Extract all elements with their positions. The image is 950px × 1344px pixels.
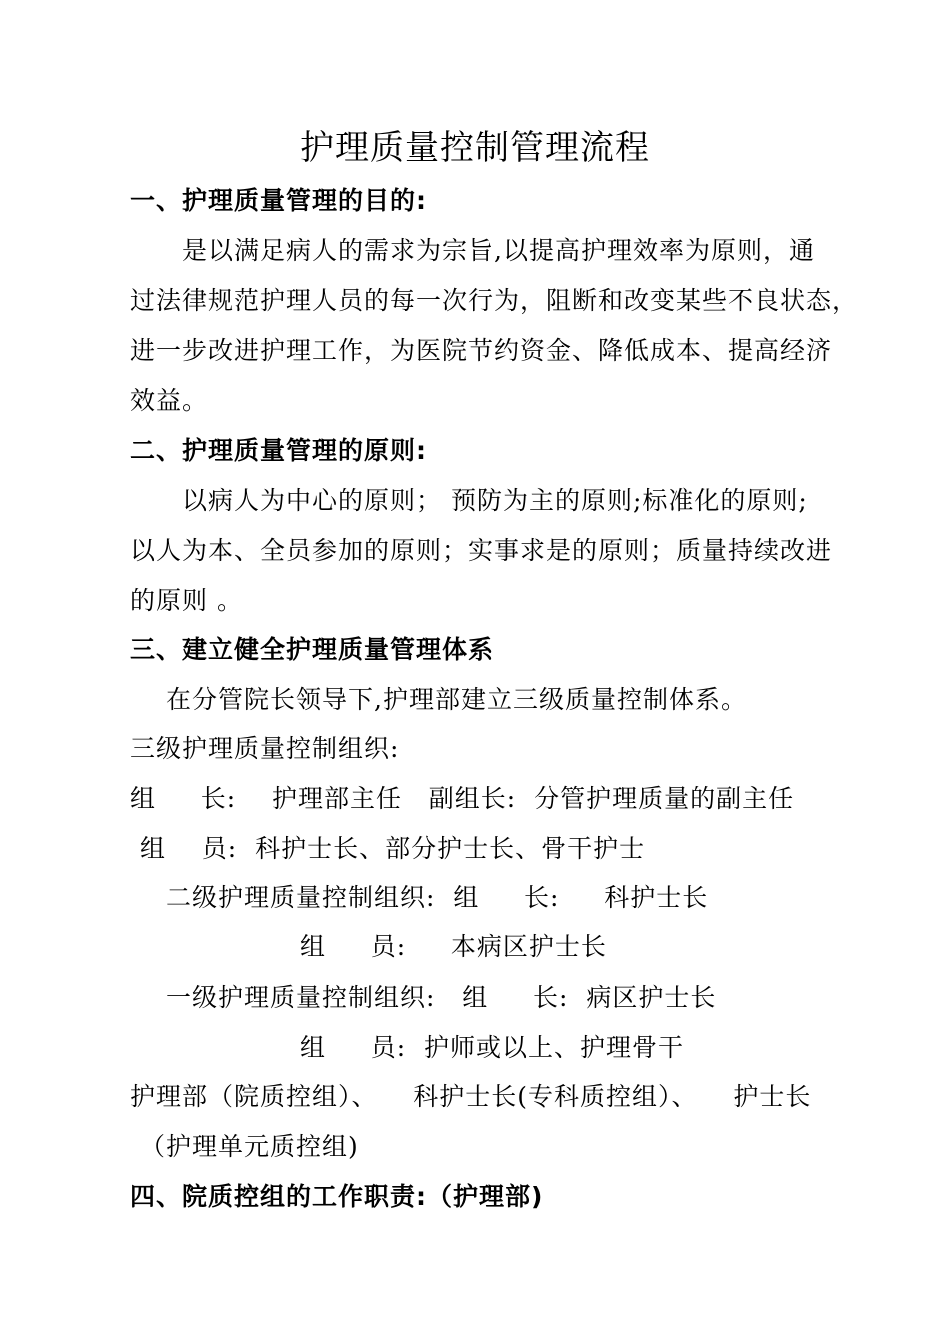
section-heading-principles: 二、护理质量管理的原则: xyxy=(130,436,427,465)
level3-member-line: 组 员: 科护士长、部分护士长、骨干护士 xyxy=(140,834,646,863)
paragraph-line: 以人为本、全员参加的原则；实事求是的原则；质量持续改进 xyxy=(130,536,833,565)
level2-member-line: 组 员: 本病区护士长 xyxy=(300,932,607,961)
level2-leader-line: 二级护理质量控制组织: 组 长: 科护士长 xyxy=(166,883,709,912)
paragraph-line: 效益。 xyxy=(130,386,209,415)
level1-leader-line: 一级护理质量控制组织: 组 长: 病区护士长 xyxy=(166,983,717,1012)
paragraph-line: 以病人为中心的原则； 预防为主的原则;标准化的原则; xyxy=(182,486,808,515)
paragraph-line: 过法律规范护理人员的每一次行为，阻断和改变某些不良状态， xyxy=(130,286,859,315)
level3-leader-line: 组 长: 护理部主任 副组长: 分管护理质量的副主任 xyxy=(130,784,795,813)
level1-member-line: 组 员: 护师或以上、护理骨干 xyxy=(300,1033,685,1062)
section-heading-purpose: 一、护理质量管理的目的: xyxy=(130,186,427,215)
section-heading-duties: 四、院质控组的工作职责:（护理部) xyxy=(130,1182,544,1211)
document-title: 护理质量控制管理流程 xyxy=(300,128,650,168)
section-heading-system: 三、建立健全护理质量管理体系 xyxy=(130,635,495,664)
hierarchy-line: （护理单元质控组) xyxy=(140,1132,359,1161)
hierarchy-line: 护理部（院质控组）、 科护士长(专科质控组）、 护士长 xyxy=(130,1082,812,1111)
paragraph-line: 的原则 。 xyxy=(130,586,243,615)
paragraph-line: 进一步改进护理工作，为医院节约资金、降低成本、提高经济 xyxy=(130,336,833,365)
paragraph-line: 三级护理质量控制组织: xyxy=(130,734,400,763)
paragraph-line: 是以满足病人的需求为宗旨,以提高护理效率为原则，通 xyxy=(182,236,815,265)
paragraph-line: 在分管院长领导下,护理部建立三级质量控制体系。 xyxy=(166,685,747,714)
